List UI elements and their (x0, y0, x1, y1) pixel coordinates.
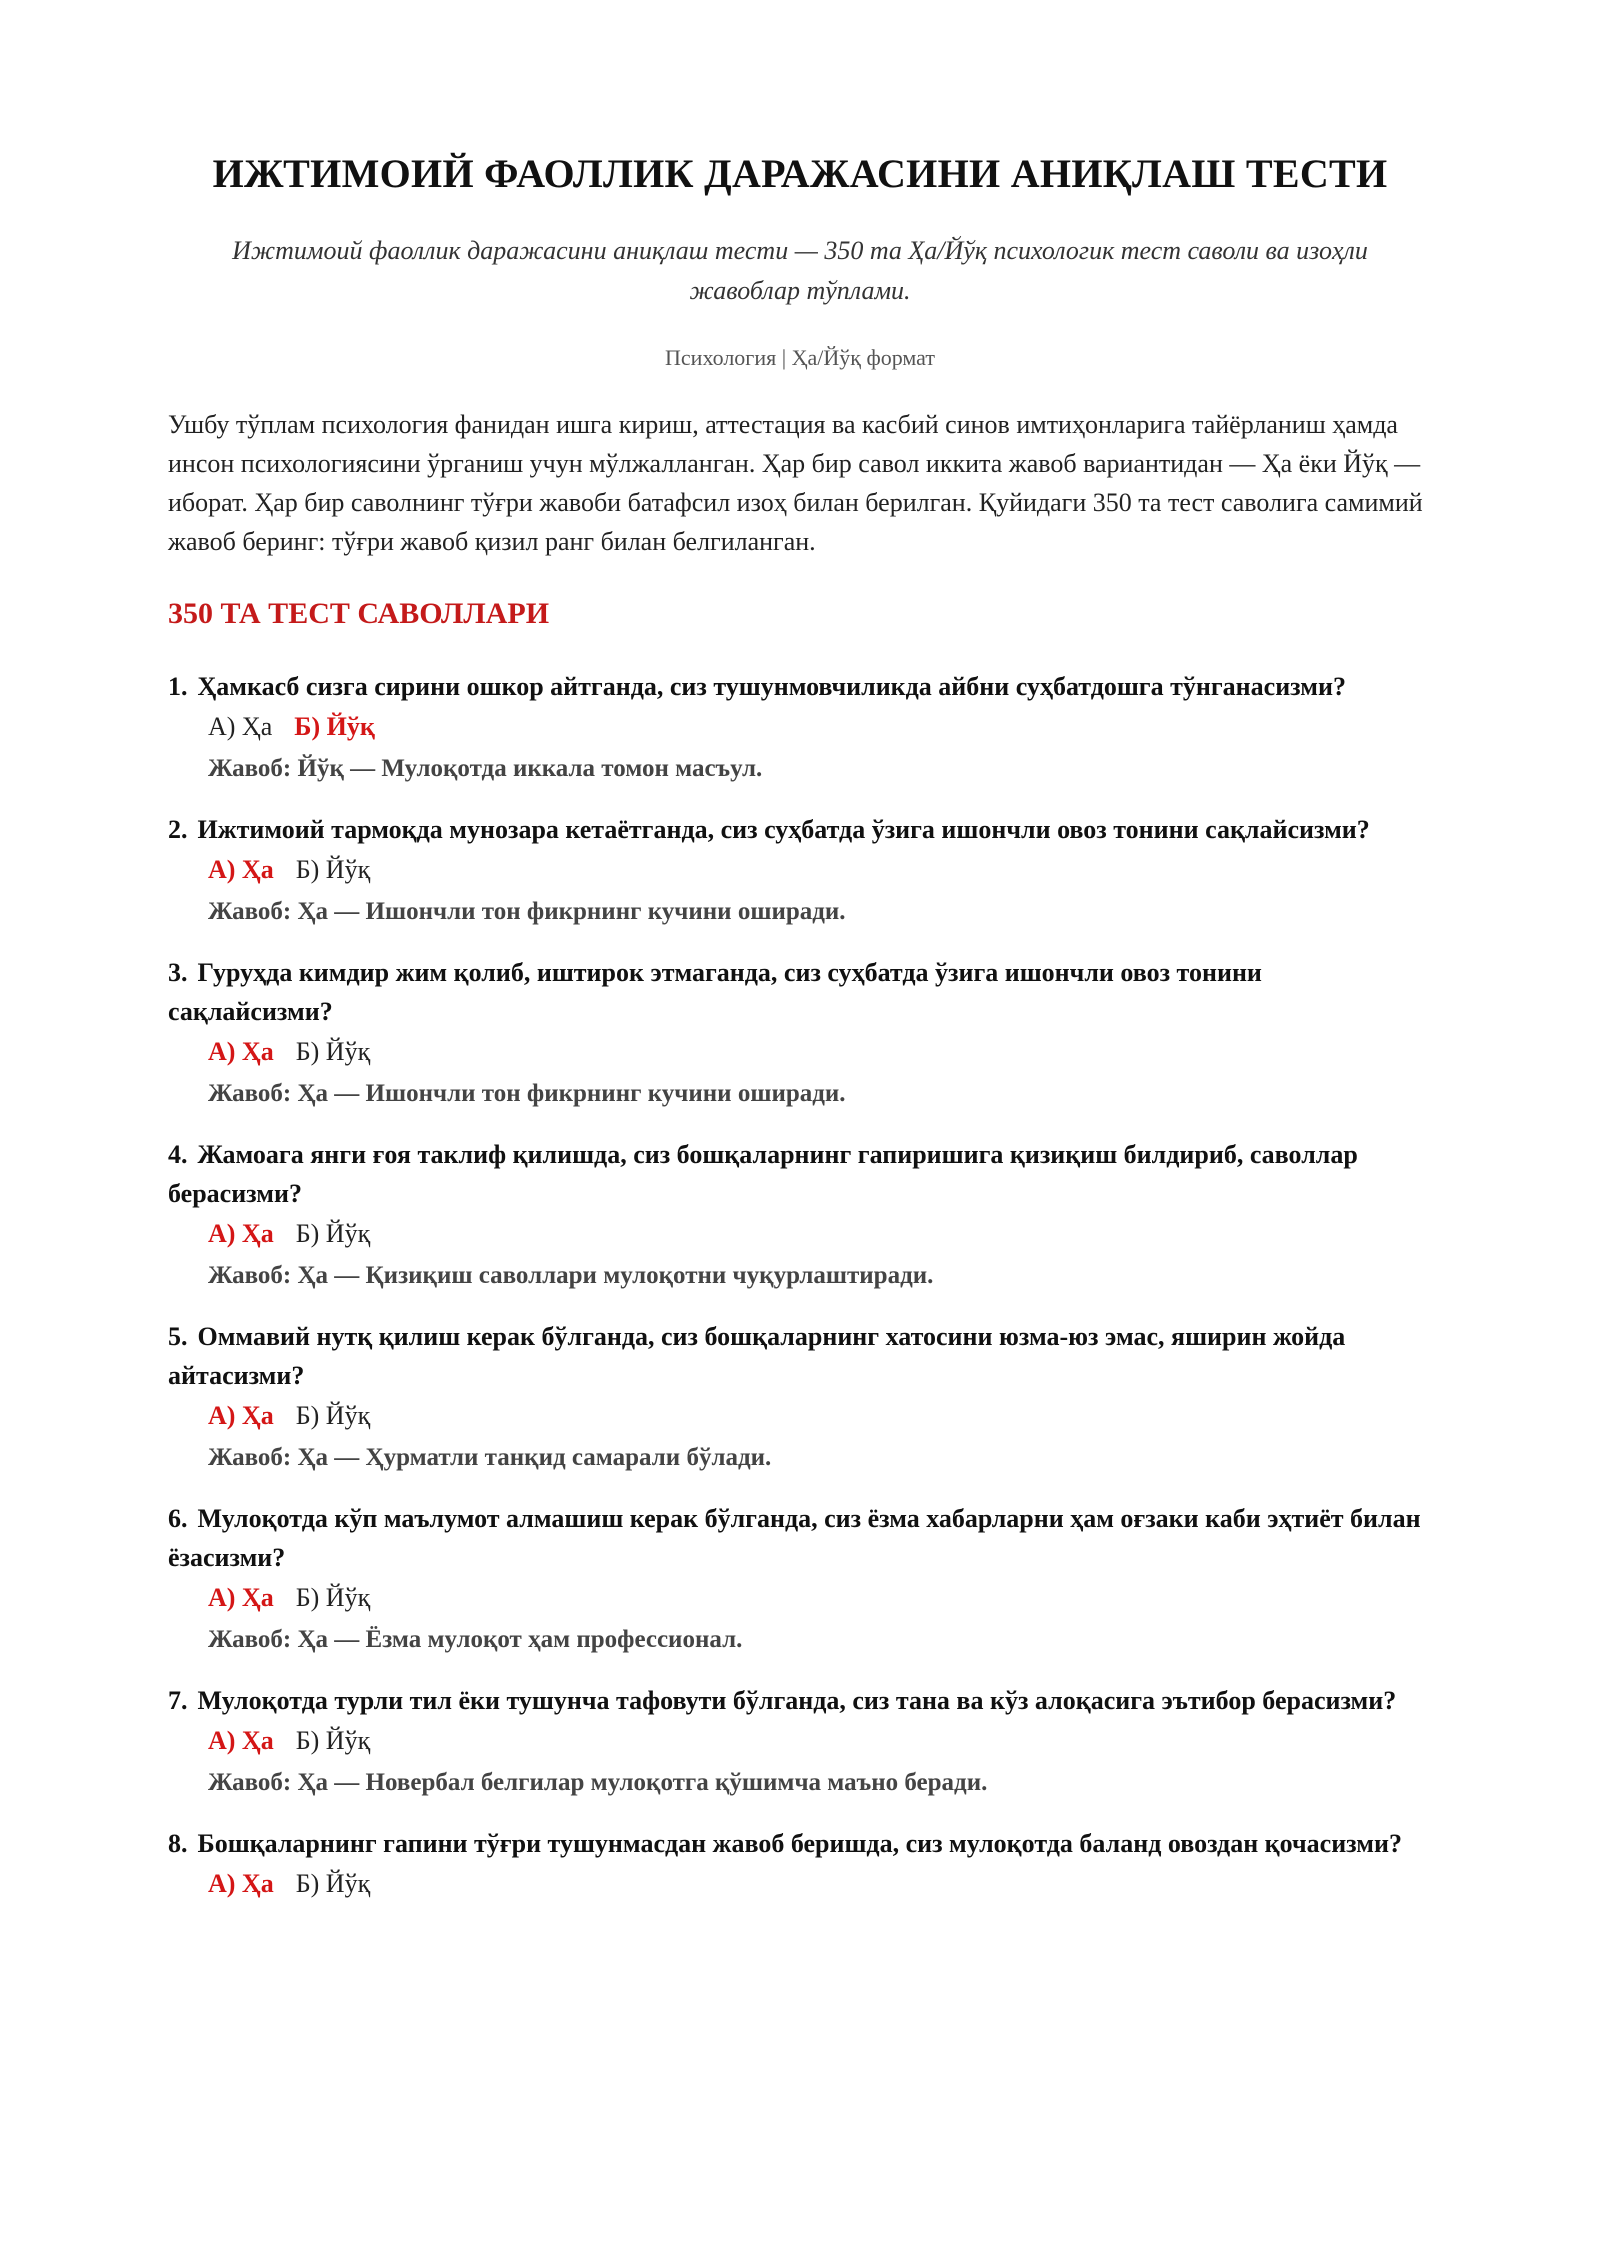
question-item (168, 953, 1432, 1115)
question-text (168, 1499, 1432, 1577)
question-number: 6. (168, 1504, 188, 1533)
document-meta: Психология | Ҳа/Йўқ формат (665, 345, 935, 370)
question-body: Оммавий нутқ қилиш керак бўлганда, сиз бошқаларнинг хатосини юзма-юз эмас, яширин жойда айтасизми? (168, 1322, 1346, 1390)
option: Б) Йўқ (295, 855, 371, 884)
question-body: Ижтимоий тармоқда мунозара кетаётганда, сиз суҳбатда ўзига ишончли овоз тонини сақлайсизми? (197, 815, 1370, 844)
option: А) Ҳа (208, 712, 273, 741)
option-correct: А) Ҳа (208, 1869, 274, 1898)
question-text (168, 1824, 1432, 1863)
answer-options (168, 1213, 1432, 1255)
question-item (168, 810, 1432, 933)
question-text (168, 667, 1432, 706)
option-correct: А) Ҳа (208, 1401, 274, 1430)
option-correct: Б) Йўқ (294, 712, 375, 741)
answer-explanation: Жавоб: Ҳа — Ишончли тон фикрнинг кучини оширади. (208, 1080, 846, 1107)
option: Б) Йўқ (295, 1401, 371, 1430)
question-number: 1. (168, 672, 188, 701)
option-correct: А) Ҳа (208, 1726, 274, 1755)
answer-options (168, 1395, 1432, 1437)
question-text (168, 1317, 1432, 1395)
question-text (168, 810, 1432, 849)
answer-explanation: Жавоб: Йўқ — Мулоқотда иккала томон масъул. (208, 755, 763, 782)
question-text (168, 1681, 1432, 1720)
answer-options (168, 1720, 1432, 1762)
option: Б) Йўқ (295, 1726, 371, 1755)
question-number: 4. (168, 1140, 188, 1169)
intro-paragraph: Ушбу тўплам психология фанидан ишга кириш, аттестация ва касбий синов имтиҳонларига тайёрланиш ҳамда инсон психологиясини ўрганиш учун мўлжалланган. Ҳар бир савол иккита жавоб вариантидан — Ҳа ёки Йўқ — иборат. Ҳар бир саволнинг тўғри жавоби батафсил изоҳ билан берилган. Қуйидаги 350 та тест саволига самимий жавоб беринг: тўғри жавоб қизил ранг билан белгиланган. (168, 410, 1423, 556)
question-body: Мулоқотда турли тил ёки тушунча тафовути бўлганда, сиз тана ва кўз алоқасига эътибор берасизми? (197, 1686, 1397, 1715)
question-body: Ҳамкасб сизга сирини ошкор айтганда, сиз тушунмовчиликда айбни суҳбатдошга тўнганасизми? (197, 672, 1346, 701)
answer-explanation: Жавоб: Ҳа — Новербал белгилар мулоқотга қўшимча маъно беради. (208, 1769, 988, 1796)
document-title: ИЖТИМОИЙ ФАОЛЛИК ДАРАЖАСИНИ АНИҚЛАШ ТЕСТИ (212, 151, 1388, 196)
question-body: Мулоқотда кўп маълумот алмашиш керак бўлганда, сиз ёзма хабарларни ҳам оғзаки каби эҳтиёт билан ёзасизми? (168, 1504, 1421, 1572)
question-body: Бошқаларнинг гапини тўғри тушунмасдан жавоб беришда, сиз мулоқотда баланд овоздан қочасизми? (197, 1829, 1402, 1858)
question-item (168, 1499, 1432, 1661)
question-item (168, 1317, 1432, 1479)
option-correct: А) Ҳа (208, 1037, 274, 1066)
question-item (168, 667, 1432, 790)
answer-explanation: Жавоб: Ҳа — Ишончли тон фикрнинг кучини оширади. (208, 898, 846, 925)
question-body: Жамоага янги ғоя таклиф қилишда, сиз бошқаларнинг гапиришига қизиқиш билдириб, саволлар берасизми? (168, 1140, 1358, 1208)
option: Б) Йўқ (295, 1583, 371, 1612)
question-number: 3. (168, 958, 188, 987)
question-list (168, 667, 1432, 1905)
question-text (168, 953, 1432, 1031)
question-item (168, 1135, 1432, 1297)
option: Б) Йўқ (295, 1869, 371, 1898)
answer-options (168, 849, 1432, 891)
option-correct: А) Ҳа (208, 1583, 274, 1612)
option-correct: А) Ҳа (208, 1219, 274, 1248)
question-item (168, 1681, 1432, 1804)
answer-options (168, 1577, 1432, 1619)
answer-options (168, 706, 1432, 748)
option: Б) Йўқ (295, 1037, 371, 1066)
question-number: 2. (168, 815, 188, 844)
option-correct: А) Ҳа (208, 855, 274, 884)
question-number: 5. (168, 1322, 188, 1351)
answer-options (168, 1031, 1432, 1073)
question-text (168, 1135, 1432, 1213)
answer-explanation: Жавоб: Ҳа — Ёзма мулоқот ҳам профессионал. (208, 1626, 743, 1653)
answer-explanation: Жавоб: Ҳа — Ҳурматли танқид самарали бўлади. (208, 1444, 772, 1471)
answer-explanation: Жавоб: Ҳа — Қизиқиш саволлари мулоқотни чуқурлаштиради. (208, 1262, 934, 1289)
question-number: 7. (168, 1686, 188, 1715)
question-body: Гуруҳда кимдир жим қолиб, иштирок этмаганда, сиз суҳбатда ўзига ишончли овоз тонини сақлайсизми? (168, 958, 1262, 1026)
answer-options (168, 1863, 1432, 1905)
section-heading: 350 ТА ТЕСТ САВОЛЛАРИ (168, 597, 550, 630)
question-number: 8. (168, 1829, 188, 1858)
option: Б) Йўқ (295, 1219, 371, 1248)
question-item (168, 1824, 1432, 1905)
document-subtitle: Ижтимоий фаоллик даражасини аниқлаш тести — 350 та Ҳа/Йўқ психологик тест саволи ва изоҳли жавоблар тўплами. (232, 236, 1368, 305)
